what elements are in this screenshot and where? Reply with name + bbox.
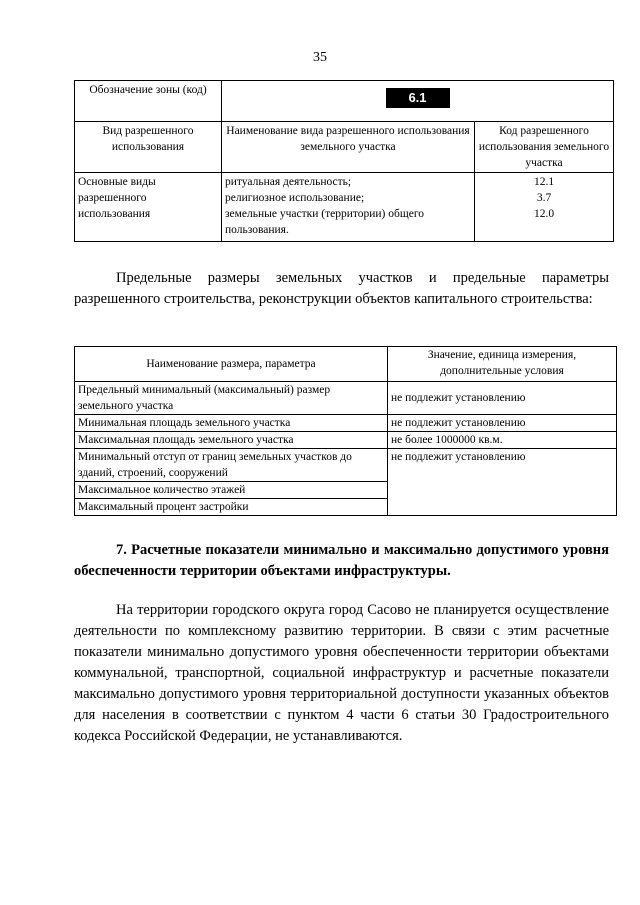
zone-code: 6.1 [386, 88, 450, 108]
header-usage-code: Код разрешенного использования земельного участка [475, 122, 614, 173]
usage-name-item: земельные участки (территории) общего пользования. [225, 208, 424, 236]
param-name: Минимальный отступ от границ земельных участков до зданий, строений, сооружений [75, 449, 388, 482]
zone-table [74, 80, 614, 242]
usage-code-item: 12.1 [533, 176, 555, 188]
param-name: Минимальная площадь земельного участка [75, 415, 388, 432]
param-value: не подлежит установлению [388, 415, 617, 432]
param-name: Максимальный процент застройки [75, 499, 388, 516]
table-row [75, 415, 617, 432]
usage-name-item: ритуальная деятельность; [225, 176, 352, 188]
usage-names-cell [222, 173, 475, 242]
table-row [75, 432, 617, 449]
table-row [75, 382, 617, 415]
page-number: 35 [313, 50, 327, 65]
param-value: не подлежит установлению [388, 449, 617, 516]
param-name: Предельный минимальный (максимальный) размер земельного участка [75, 382, 388, 415]
zone-code-cell [222, 81, 614, 122]
usage-type-cell: Основные виды разрешенного использования [75, 173, 222, 242]
params-header-value: Значение, единица измерения, дополнительные условия [388, 347, 617, 382]
section-heading: 7. Расчетные показатели минимально и максимально допустимого уровня обеспеченности территории объектами инфраструктуры. [74, 542, 609, 579]
params-header-name: Наименование размера, параметра [75, 347, 388, 382]
param-name: Максимальное количество этажей [75, 482, 388, 499]
usage-name-item: религиозное использование; [225, 192, 365, 204]
usage-code-item: 12.0 [533, 208, 555, 220]
header-usage-type: Вид разрешенного использования [75, 122, 222, 173]
usage-code-item: 3.7 [536, 192, 552, 204]
usage-codes-cell [475, 173, 614, 242]
table-row [75, 449, 617, 482]
param-value: не более 1000000 кв.м. [388, 432, 617, 449]
limits-paragraph: Предельные размеры земельных участков и предельные параметры разрешенного строительства, реконструкции объектов капитального строительства: [74, 270, 609, 307]
param-value: не подлежит установлению [388, 382, 617, 415]
zone-designation-label: Обозначение зоны (код) [75, 81, 222, 122]
header-usage-name: Наименование вида разрешенного использования земельного участка [222, 122, 475, 173]
params-table [74, 346, 617, 516]
param-name: Максимальная площадь земельного участка [75, 432, 388, 449]
body-paragraph: На территории городского округа город Сасово не планируется осуществление деятельности по комплексному развитию территории. В связи с этим расчетные показатели минимально допустимого уровня обеспеченности территории объектами коммунальной, транспортной, социальной инфраструктур и расчетные показатели максимально допустимого уровня территориальной доступности указанных объектов для населения в соответствии с пунктом 4 части 6 статьи 30 Градостроительного кодекса Российской Федерации, не устанавливаются. [74, 602, 609, 744]
